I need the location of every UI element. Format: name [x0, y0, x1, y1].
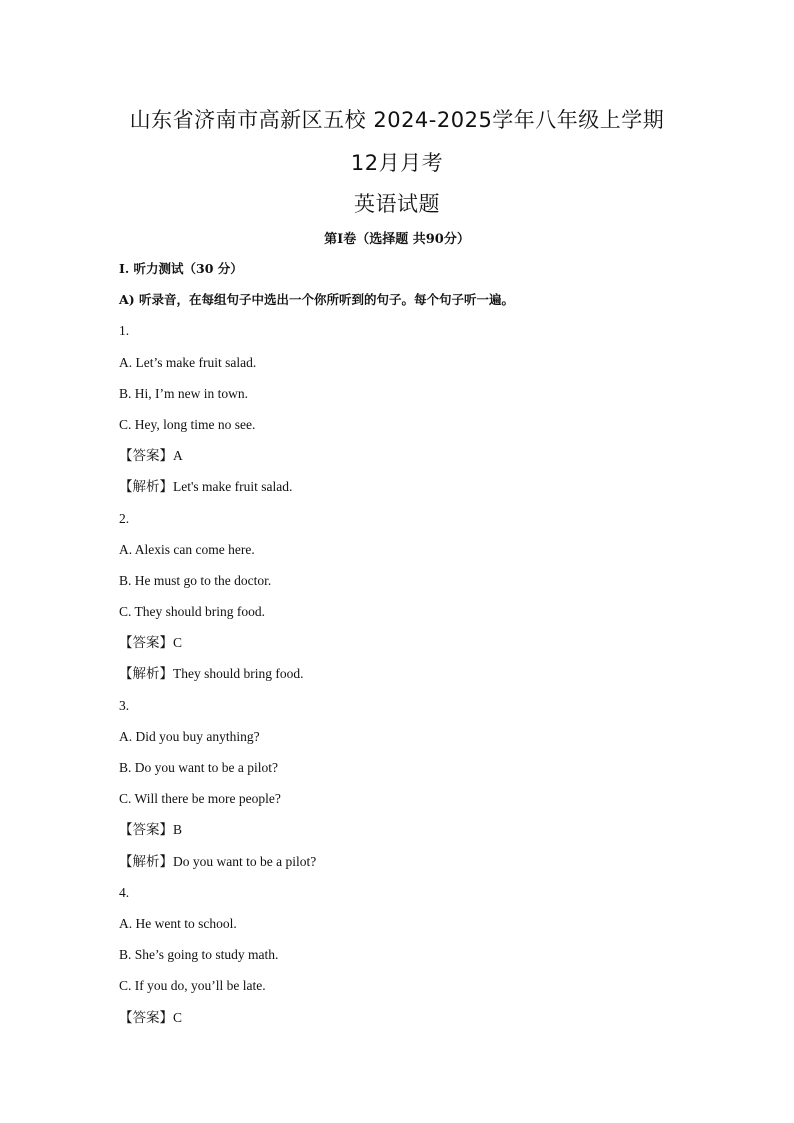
question-number: 1.: [119, 323, 130, 339]
analysis: 【解析】Let's make fruit salad.: [119, 479, 293, 495]
option-b: B. Hi, I’m new in town.: [119, 385, 248, 401]
answer: 【答案】A: [119, 448, 183, 464]
section-header: I. 听力测试（30 分）: [119, 261, 243, 276]
option-b: B. She’s going to study math.: [119, 947, 279, 963]
question-number: 2.: [119, 510, 130, 526]
content-body: [119, 259, 679, 1039]
option-a: A. Did you buy anything?: [119, 728, 260, 744]
option-a: A. He went to school.: [119, 915, 237, 931]
part-header: 第Ⅰ卷（选择题 共90分）: [324, 232, 470, 247]
question-number: 4.: [119, 884, 130, 900]
question-number: 3.: [119, 697, 130, 713]
question-block: [119, 321, 679, 508]
question-block: [119, 883, 679, 1039]
question-block: [119, 696, 679, 883]
title-line-2: 12月月考: [350, 151, 444, 175]
answer: 【答案】B: [119, 822, 183, 838]
analysis: 【解析】Do you want to be a pilot?: [119, 853, 317, 869]
title-line-3: 英语试题: [354, 192, 440, 216]
analysis: 【解析】They should bring food.: [119, 666, 304, 682]
option-c: C. Hey, long time no see.: [119, 416, 256, 432]
instruction: A) 听录音，在每组句子中选出一个你所听到的句子。每个句子听一遍。: [119, 292, 514, 308]
option-c: C. Will there be more people?: [119, 791, 281, 807]
answer: 【答案】C: [119, 1009, 183, 1025]
title-line-1: 山东省济南市高新区五校 2024-2025学年八年级上学期: [129, 108, 665, 132]
option-b: B. He must go to the doctor.: [119, 572, 272, 588]
option-c: C. If you do, you’ll be late.: [119, 978, 266, 994]
answer: 【答案】C: [119, 635, 183, 651]
option-a: A. Alexis can come here.: [119, 541, 255, 557]
question-block: [119, 509, 679, 696]
option-a: A. Let’s make fruit salad.: [119, 354, 257, 370]
option-c: C. They should bring food.: [119, 604, 265, 620]
option-b: B. Do you want to be a pilot?: [119, 760, 278, 775]
